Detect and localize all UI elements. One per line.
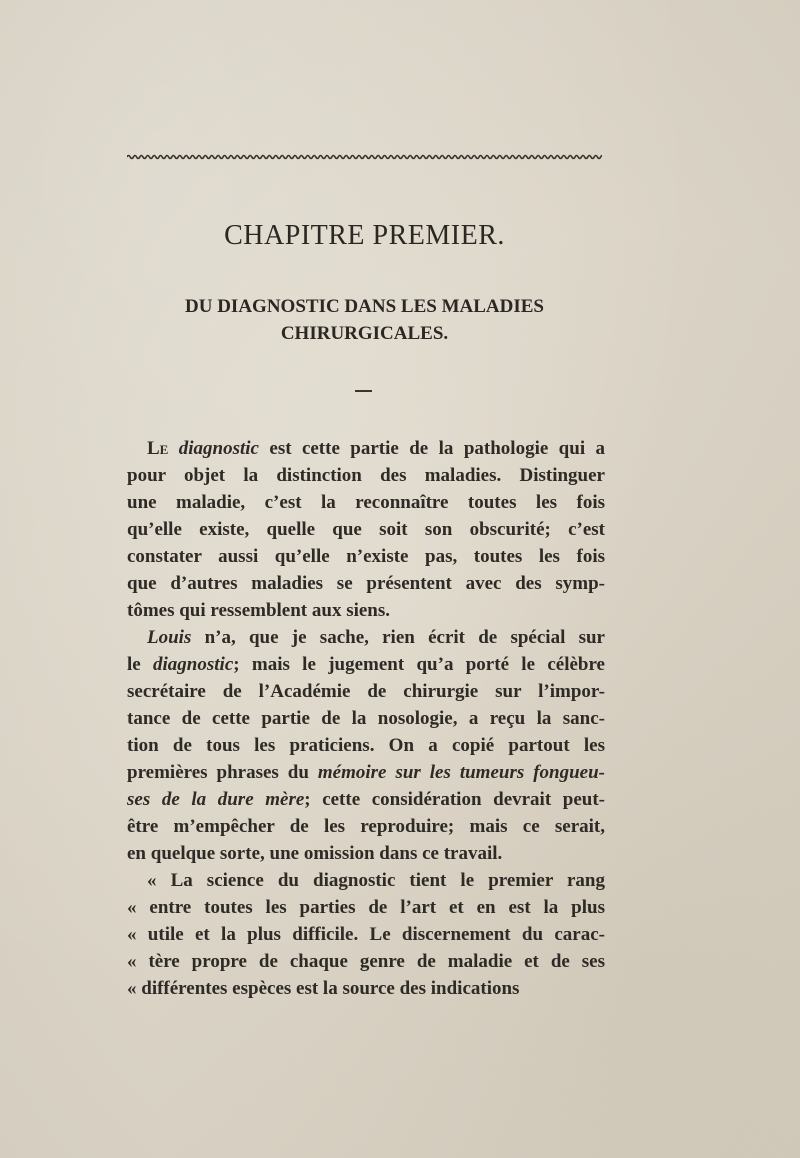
text-line — [127, 624, 605, 651]
text-line — [127, 867, 605, 894]
text-line — [127, 732, 605, 759]
text-line — [127, 462, 605, 489]
section-title-line: CHIRURGICALES. — [280, 323, 449, 344]
text-segment: tômes qui ressemblent aux siens. — [127, 600, 391, 621]
text-segment: « utile et la plus difficile. Le discernement du carac- — [127, 924, 605, 945]
text-segment: tion de tous les praticiens. On a copié partout les — [127, 735, 605, 756]
text-segment: « tère propre de chaque genre de maladie et de ses — [127, 951, 605, 972]
text-segment: « différentes espèces est la source des indications — [127, 978, 520, 999]
text-line — [127, 813, 605, 840]
section-title-line: DU DIAGNOSTIC DANS LES MALADIES — [185, 296, 544, 317]
text-segment: ; cette considération devrait peut- — [304, 789, 605, 810]
text-segment: n’a, que je sache, rien écrit de spécial sur — [191, 627, 605, 648]
text-segment: ses de la dure mère — [127, 789, 305, 810]
text-segment: « entre toutes les parties de l’art et en est la plus — [127, 897, 605, 918]
text-line — [127, 975, 605, 1002]
text-line — [127, 705, 605, 732]
text-line — [127, 894, 605, 921]
text-segment: est cette partie de la pathologie qui a — [258, 438, 605, 459]
text-segment: le — [127, 654, 154, 675]
text-line — [127, 570, 605, 597]
text-segment: en quelque sorte, une omission dans ce travail. — [127, 843, 503, 864]
text-segment: ; mais le jugement qu’a porté le célèbre — [233, 654, 605, 675]
wavy-rule-icon — [127, 152, 602, 162]
text-segment: diagnostic — [178, 438, 259, 459]
text-segment: mémoire sur les tumeurs fongueu- — [317, 762, 605, 783]
text-line — [127, 786, 605, 813]
body-text — [127, 435, 605, 1002]
text-line — [127, 597, 605, 624]
text-line — [127, 435, 605, 462]
separator-dash — [355, 390, 372, 392]
text-segment: une maladie, c’est la reconnaître toutes les fois — [127, 492, 605, 513]
text-line — [127, 759, 605, 786]
chapter-title: CHAPITRE PREMIER. — [224, 220, 505, 251]
section-title — [127, 293, 602, 347]
ornamental-rule — [127, 152, 602, 162]
text-line — [127, 516, 605, 543]
text-line — [127, 840, 605, 867]
text-line — [127, 651, 605, 678]
text-line — [127, 921, 605, 948]
text-line — [127, 678, 605, 705]
text-segment: tance de cette partie de la nosologie, a reçu la sanc- — [127, 708, 605, 729]
text-segment: qu’elle existe, quelle que soit son obscurité; c’est — [127, 519, 605, 540]
text-line — [127, 948, 605, 975]
text-segment: constater aussi qu’elle n’existe pas, toutes les fois — [127, 546, 605, 567]
text-segment: « La science du diagnostic tient le premier rang — [147, 870, 605, 891]
text-segment: premières phrases du — [127, 762, 318, 783]
text-line — [127, 543, 605, 570]
text-segment: pour objet la distinction des maladies. Distinguer — [127, 465, 605, 486]
text-segment — [168, 438, 178, 459]
text-segment: Le — [147, 438, 169, 459]
text-segment: être m’empêcher de les reproduire; mais ce serait, — [127, 816, 605, 837]
text-segment: secrétaire de l’Académie de chirurgie sur l’impor- — [127, 681, 605, 702]
text-segment: Louis — [147, 627, 192, 648]
text-segment: que d’autres maladies se présentent avec des symp- — [127, 573, 605, 594]
text-segment: diagnostic — [153, 654, 234, 675]
text-line — [127, 489, 605, 516]
